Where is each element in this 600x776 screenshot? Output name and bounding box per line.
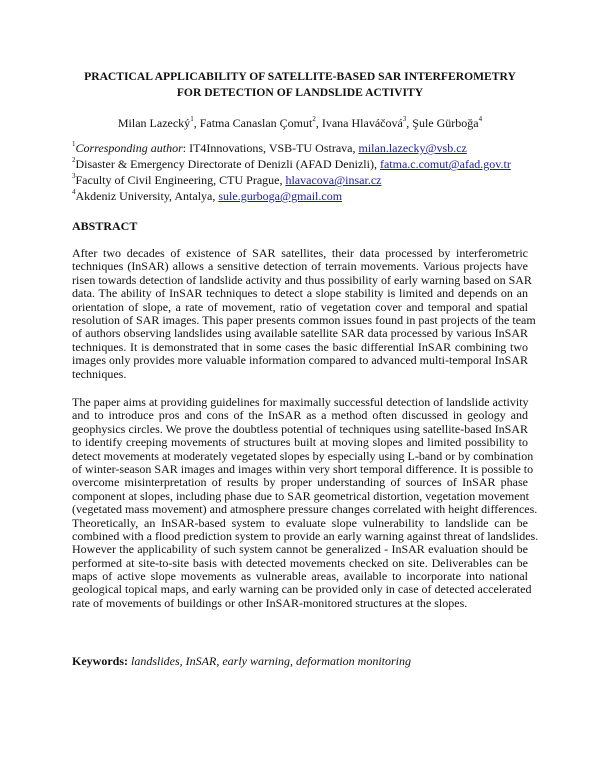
email-link[interactable]: hlavacova@insar.cz [285, 173, 382, 187]
keywords [72, 654, 411, 669]
text-line: performed at site-to-site basis with detected movements checked on site. Deliverables can be [72, 555, 528, 570]
author-sup: 2 [312, 115, 316, 123]
keywords-text: landslides, InSAR, early warning, deformation monitoring [131, 654, 411, 668]
abstract-heading: ABSTRACT [72, 219, 138, 233]
affiliation-3 [72, 173, 381, 188]
text-line: detect movements at moderately vegetated slopes by especially using L-band or by combination [72, 448, 534, 463]
text-line: maps of active slope movements as vulnerable areas, available to incorporate into national [72, 569, 528, 584]
text-line: rate of movements of buildings or other InSAR-monitored structures at the slopes. [72, 595, 468, 610]
affiliation-1 [72, 141, 467, 156]
abstract-paragraph-2 [72, 395, 539, 610]
paper-title-line-1: PRACTICAL APPLICABILITY OF SATELLITE-BASED SAR INTERFEROMETRY [84, 70, 516, 83]
text-line: component at slopes, including phase due to SAR geometrical distortion, vegetation movement [72, 488, 529, 503]
text-line: data. The ability of InSAR techniques to detect a slope stability is limited and depends on an [72, 286, 528, 301]
email-link[interactable]: milan.lazecky@vsb.cz [358, 141, 467, 155]
author: Ivana Hlaváčová [321, 116, 403, 130]
keywords-label: Keywords: [72, 654, 128, 668]
text-line: combined with a flood prediction system to provide an early warning against threat of landslides. [72, 528, 539, 543]
affiliation-text: Akdeniz University, Antalya, [75, 189, 219, 203]
text-line: resolution of SAR images. This paper presents common issues found in past projects of the team [72, 312, 536, 327]
author: Milan Lazecký [117, 116, 191, 130]
corresponding-author-label: Corresponding author [75, 141, 183, 155]
text-line: risen towards detection of landslide activity and thus possibility of early warning based on SAR [72, 272, 532, 287]
text-line: overcome misinterpretation of results by proper understanding of sources of InSAR phase [72, 475, 528, 490]
text-line: geological topical maps, and early warning can be provided only in case of detected accelerated [72, 582, 532, 597]
email-link[interactable]: sule.gurboga@gmail.com [218, 189, 343, 203]
text-line: of authors observing landslides using available satellite SAR data processed by various InSAR [72, 326, 528, 341]
text-line: of winter-season SAR images and images within very short temporal difference. It is possible to [72, 461, 534, 476]
author: Fatma Canaslan Çomut [199, 116, 313, 130]
text-line: However the applicability of such system cannot be generalized - InSAR evaluation should be [72, 542, 528, 557]
text-line: geophysics circles. We prove the doubtless potential of techniques using satellite-based InSAR [72, 421, 528, 436]
text-line: techniques. It is demonstrated that in some cases the basic differential InSAR combining two [72, 339, 528, 354]
email-link[interactable]: fatma.c.comut@afad.gov.tr [379, 157, 511, 171]
abstract-paragraph-1 [72, 246, 536, 381]
affiliation-sup: 1 [72, 140, 76, 148]
affiliation-sup: 4 [72, 188, 76, 196]
affiliation-2 [72, 157, 511, 172]
text-line: images only provides more valuable information compared to advanced multi-temporal InSAR [72, 353, 528, 368]
author-sup: 1 [190, 115, 194, 123]
affiliation-text: Faculty of Civil Engineering, CTU Prague, [75, 173, 286, 187]
text-line: (vegetated mass movement) and atmosphere pressure changes correlated with height differences. [72, 502, 538, 517]
author-list: Milan Lazecký$^1$, Fatma Canaslan Çomut$^2$, Ivana Hlaváčová$^3$, Şule Gürboğa$^4$ [117, 115, 483, 130]
affiliation-text: Disaster & Emergency Directorate of Denizli (AFAD Denizli), [75, 157, 380, 171]
text-line: orientation of slope, a rate of movement, ratio of vegetation cover and temporal and spatial [72, 299, 528, 314]
text-line: Theoretically, an InSAR-based system to evaluate slope vulnerability to landslide can be [72, 515, 528, 530]
text-line: The paper aims at providing guidelines for maximally successful detection of landslide activity [72, 395, 529, 409]
author-sup: 4 [478, 115, 483, 123]
affiliation-sup: 3 [72, 172, 76, 180]
text-line: to identify creeping movements of structures built at moving slopes and limited possibility to [72, 435, 528, 450]
author-sup: 3 [402, 115, 407, 123]
text-line: and to introduce pros and cons of the InSAR as a method often discussed in geology and [72, 408, 528, 423]
affiliation-4 [72, 189, 342, 204]
paper-title-line-2: FOR DETECTION OF LANDSLIDE ACTIVITY [176, 86, 424, 99]
text-line: techniques. [72, 366, 127, 381]
text-line: techniques (InSAR) allows a sensitive detection of terrain movements. Various projects have [72, 259, 528, 274]
author: Şule Gürboğa [412, 116, 479, 130]
affiliation-sup: 2 [72, 156, 76, 164]
text-line: After two decades of existence of SAR satellites, their data processed by interferometric [72, 246, 528, 260]
affiliation-text: : IT4Innovations, VSB-TU Ostrava, [182, 141, 359, 155]
